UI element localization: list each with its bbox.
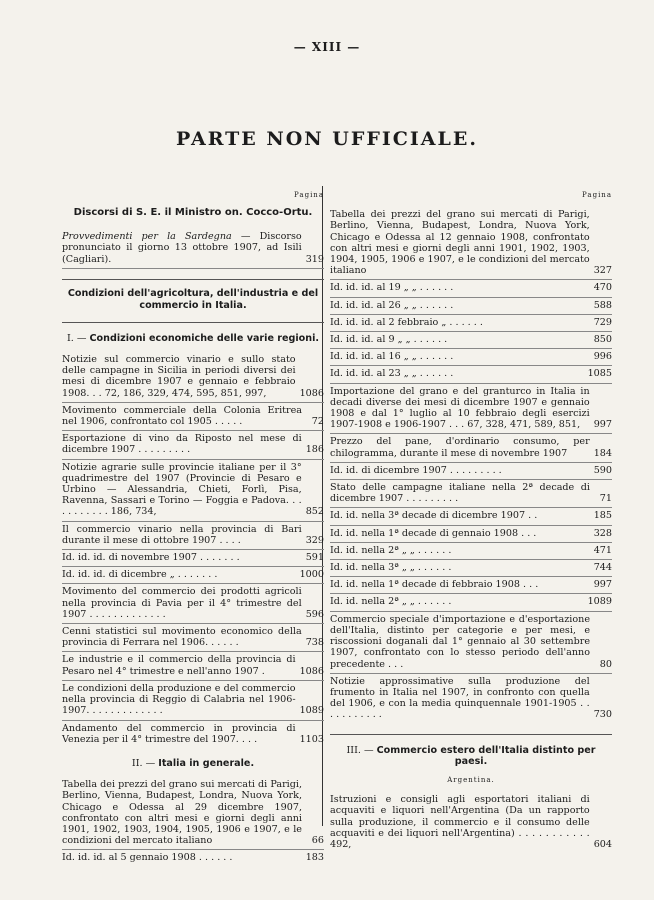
section-title-condizioni: Condizioni dell'agricoltura, dell'industria e del commercio in Italia. xyxy=(67,287,319,311)
entry-page: 1089 xyxy=(587,596,612,608)
left-column xyxy=(62,190,324,867)
entry-text: Importazione del grano e del granturco in Italia in decadi diverse dei mesi di dicembre 1907 e gennaio 1908 e dal 1° luglio al 10 febbraio degli esercizi 1907-1908 e 1906-1907 . . . 67, 328, 471, 589, 851, xyxy=(330,385,590,431)
entry-text: Id. id. nella 1ª decade di febbraio 1908 . . . xyxy=(330,579,539,591)
right-column xyxy=(330,190,612,853)
entry-text: Id. id. id. di dicembre „ . . . . . . . xyxy=(62,569,218,581)
index-entry xyxy=(62,624,324,652)
section-title-discorsi: Discorsi di S. E. il Ministro on. Cocco-Ortu. xyxy=(73,207,313,219)
index-entry xyxy=(330,434,612,462)
entry-text: Id. id. nella 2ª „ „ . . . . . . xyxy=(330,596,452,608)
index-entry xyxy=(330,332,612,349)
entry-text: Id. id. id. al 23 „ „ . . . . . . xyxy=(330,368,454,380)
entry-text: Id. id. id. al 2 febbraio „ . . . . . . xyxy=(330,316,483,328)
entry-text: Notizie approssimative sulla produzione del frumento in Italia nel 1907, in confronto con quella del 1906, e con la media quinquennale 1901-1905 . . . . . . . . . . . xyxy=(330,675,590,721)
index-entry xyxy=(330,480,612,508)
index-entry xyxy=(62,522,324,550)
entry-text: Andamento del commercio in provincia di Venezia per il 4° trimestre del 1907. . . . xyxy=(62,722,296,745)
index-entry xyxy=(330,207,612,280)
entry-page: 329 xyxy=(305,534,324,546)
index-entry xyxy=(62,681,324,721)
subsection-name: Italia in generale. xyxy=(158,757,255,769)
country-heading: Argentina. xyxy=(447,775,495,784)
entry-list-italia-cont xyxy=(330,207,612,723)
subsection-label: I. — xyxy=(66,332,87,344)
entry-text: Id. id. nella 1ª decade di gennaio 1908 . . . xyxy=(330,527,537,539)
entry-text: Prezzo del pane, d'ordinario consumo, per chilogramma, durante il mese di novembre 1907 xyxy=(330,436,590,459)
entry-text: Id. id. id. al 16 „ „ . . . . . . xyxy=(330,351,454,363)
index-entry xyxy=(330,792,612,853)
entry-page: 72 xyxy=(311,416,324,428)
entry-list-italia xyxy=(62,777,324,866)
index-entry xyxy=(62,652,324,680)
index-entry xyxy=(62,721,324,748)
index-entry xyxy=(62,567,324,584)
entry-page: 591 xyxy=(305,552,324,564)
entry-page: 1089 xyxy=(299,705,324,717)
entry-page: 183 xyxy=(305,852,324,864)
entry-page: 996 xyxy=(593,351,612,363)
index-entry xyxy=(330,543,612,560)
entry-text: Id. id. id. al 26 „ „ . . . . . . xyxy=(330,299,454,311)
page-number: — XIII — xyxy=(293,40,361,54)
entry-page: 852 xyxy=(305,506,324,518)
entry-page: 1103 xyxy=(299,733,324,745)
index-entry xyxy=(330,349,612,366)
index-entry xyxy=(330,594,612,611)
entry-text: Id. id. id. al 5 gennaio 1908 . . . . . . xyxy=(62,852,233,864)
index-entry xyxy=(330,508,612,525)
entry-page: 1086 xyxy=(299,387,324,399)
entry-page: 738 xyxy=(305,637,324,649)
entry-page: 319 xyxy=(305,253,324,265)
entry-text: Id. id. id. al 9 „ „ . . . . . . xyxy=(330,334,448,346)
entry-page: 604 xyxy=(593,838,612,850)
entry-page: 80 xyxy=(599,658,612,670)
entry-page: 327 xyxy=(593,265,612,277)
entry-text: Notizie sul commercio vinario e sullo stato delle campagne in Sicilia in periodi diversi dei mesi di dicembre 1907 e gennaio e febbraio 1908. . . 72, 186, 329, 474, 595, 851, 997, xyxy=(62,354,296,399)
entry-text: Il commercio vinario nella provincia di Bari durante il mese di ottobre 1907 . . . . xyxy=(62,523,302,546)
index-entry xyxy=(330,280,612,297)
index-entry xyxy=(62,777,324,850)
subsection-name: Condizioni economiche delle varie regioni. xyxy=(89,332,320,344)
entry-text: Cenni statistici sul movimento economico della provincia di Ferrara nel 1906. . . . . . xyxy=(62,626,302,649)
entry-page: 471 xyxy=(593,544,612,556)
index-entry xyxy=(330,315,612,332)
index-entry xyxy=(330,612,612,674)
entry-text: Tabella dei prezzi del grano sui mercati di Parigi, Berlino, Vienna, Budapest, Londra, Nuova York, Chicago e Odessa al 12 gennaio 1908, confrontato con altri mesi e giorni degli anni 1901, 1902, 1903, 1904, 1905, 1906 e 1907, e le condizioni del mercato italiano xyxy=(330,209,590,277)
index-entry xyxy=(62,460,324,522)
index-entry xyxy=(62,352,324,403)
index-entry xyxy=(62,403,324,431)
entry-italic-title: Provvedimenti per la Sardegna xyxy=(62,231,232,243)
column-head-pagina: Pagina xyxy=(294,191,324,199)
entry-page: 185 xyxy=(593,510,612,522)
entry-text: Id. id. nella 3ª decade di dicembre 1907 . . xyxy=(330,510,538,522)
entry-page: 66 xyxy=(311,835,324,847)
entry-text: Tabella dei prezzi del grano sui mercati di Parigi, Berlino, Vienna, Budapest, Londra, Nuova York, Chicago e Odessa al 29 dicembre 1907, confrontato con altri mesi e giorni degli anni 1901, 1902, 1903, 1904, 1905, 1906 e 1907, e le condizioni del mercato italiano xyxy=(62,779,302,847)
subsection-title-2 xyxy=(62,758,324,769)
column-head-pagina: Pagina xyxy=(582,191,612,199)
index-entry xyxy=(330,526,612,543)
index-entry xyxy=(62,850,324,866)
entry-text: Esportazione di vino da Riposto nel mese di dicembre 1907 . . . . . . . . . xyxy=(62,433,302,456)
subsection-title-1 xyxy=(62,333,324,344)
entry-text: Id. id. id. al 19 „ „ . . . . . . xyxy=(330,282,454,294)
index-entry xyxy=(330,577,612,594)
entry-text: Le industrie e il commercio della provincia di Pesaro nel 4° trimestre e nell'anno 1907 . xyxy=(62,654,296,677)
entry-page: 186 xyxy=(305,444,324,456)
entry-text: Stato delle campagne italiane nella 2ª decade di dicembre 1907 . . . . . . . . . xyxy=(330,482,590,505)
subsection-name: Commercio estero dell'Italia distinto per paesi. xyxy=(376,744,596,767)
entry-page: 730 xyxy=(593,709,612,721)
index-entry xyxy=(330,463,612,480)
entry-text: Id. id. nella 2ª „ „ . . . . . . xyxy=(330,544,452,556)
entry-page: 588 xyxy=(593,299,612,311)
index-entry xyxy=(330,384,612,435)
entry-page: 997 xyxy=(593,579,612,591)
entry-text: Istruzioni e consigli agli esportatori italiani di acquaviti e liquori nell'Argentina (Da un rapporto sulla produzione, il commercio e il consumo delle acquaviti e dei liquori nell'Argentina) . . . . . . . . . . . 492, xyxy=(330,794,590,850)
entry-page: 470 xyxy=(593,282,612,294)
entry-text: Id. id. id. di novembre 1907 . . . . . . . xyxy=(62,552,240,564)
entry-text: Id. id. di dicembre 1907 . . . . . . . . . xyxy=(330,464,502,476)
entry-page: 590 xyxy=(593,464,612,476)
entry-page: 328 xyxy=(593,527,612,539)
entry-page: 71 xyxy=(599,493,612,505)
index-entry xyxy=(330,298,612,315)
index-entry xyxy=(330,366,612,383)
entry-page: 729 xyxy=(593,316,612,328)
index-entry xyxy=(62,584,324,624)
entry-text: Le condizioni della produzione e del commercio nella provincia di Reggio di Calabria nel 1906-1907. . . . . . . . . . . . . xyxy=(62,682,296,717)
entry-page: 997 xyxy=(593,419,612,431)
entry-page: 1086 xyxy=(299,665,324,677)
entry-list-argentina xyxy=(330,792,612,853)
subsection-label: III. — xyxy=(346,744,374,756)
divider xyxy=(330,734,612,735)
subsection-title-3 xyxy=(330,745,612,767)
entry-text: Id. id. nella 3ª „ „ . . . . . . xyxy=(330,562,452,574)
page-title: PARTE NON UFFICIALE. xyxy=(176,128,478,150)
index-entry xyxy=(330,674,612,724)
entry-page: 1000 xyxy=(299,569,324,581)
entry-text: Movimento del commercio dei prodotti agricoli nella provincia di Pavia per il 4° trimestre del 1907 . . . . . . . . . . . . . xyxy=(62,586,302,620)
subsection-label: II. — xyxy=(131,757,156,769)
entry-text: — Discorso pronunciato il giorno 13 ottobre 1907, ad Isili (Cagliari). xyxy=(62,231,302,265)
index-entry xyxy=(62,431,324,459)
divider xyxy=(62,279,324,280)
index-entry xyxy=(330,560,612,577)
divider xyxy=(62,322,324,323)
entry-discorso-sardegna xyxy=(62,229,324,269)
entry-list-regioni xyxy=(62,352,324,748)
entry-text: Movimento commerciale della Colonia Eritrea nel 1906, confrontato col 1905 . . . . . xyxy=(62,404,302,428)
entry-page: 1085 xyxy=(587,368,612,380)
entry-text: Commercio speciale d'importazione e d'esportazione dell'Italia, distinto per categorie e per mesi, e riscossioni doganali dal 1° gennaio al 30 settembre 1907, confrontato con lo stesso periodo dell'anno precedente . . . xyxy=(330,613,590,670)
entry-text: Notizie agrarie sulle provincie italiane per il 3° quadrimestre del 1907 (Provincie di Pesaro e Urbino — Alessandria, Chieti, Forlì, Pisa, Ravenna, Sassari e Torino — Foggia e Padova. . . . . . . . . . . 186, 734, xyxy=(62,461,302,518)
entry-page: 184 xyxy=(593,447,612,459)
index-entry xyxy=(62,550,324,567)
entry-page: 596 xyxy=(305,608,324,620)
entry-page: 850 xyxy=(593,334,612,346)
entry-page: 744 xyxy=(593,562,612,574)
